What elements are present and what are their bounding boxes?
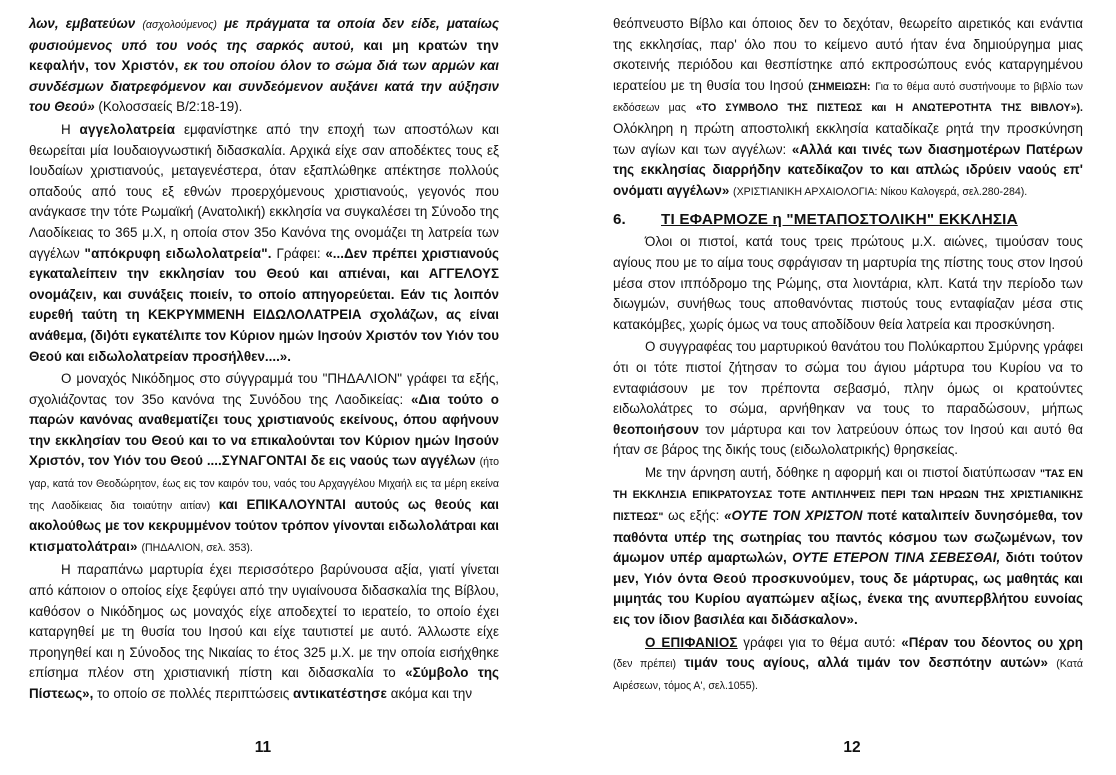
paragraph: Ο μοναχός Νικόδημος στο σύγγραμμά του "ΠΗΔΑΛΙΟΝ" γράφει τα εξής, σχολιάζοντας τον 35ο κανόνα της Συνόδου της Λαοδικείας: «Δια τούτο ο παρών κανόνας αναθεματίζει τους χριστιανούς εκείνους, όπου αφήνουν την εκκλησίαν του Θεού και το να επικαλούνται τον Κύριον ημών Ιησούν Χριστόν, τον Υιόν του Θεού ....ΣΥΝΑΓΟΝΤΑΙ δε εις ναούς των αγγέλων (ήτο γαρ, κατά τον Θεοδώρητον, έως εις τον καιρόν του, ναός του Αρχαγγέλου Μιχαήλ εις τα μέρη εκείνα της Λαοδίκειας δια τοιαύτην αιτίαν) και ΕΠΙΚΑΛΟΥΝΤΑΙ αυτούς ως θεούς και ακολούθως με τον κεκρυμμένον τούτον τρόπον γίνονται ειδωλολάτραι και κτισματολάτραι» (ΠΗΔΑΛΙΟΝ, σελ. 353). bbox=[29, 371, 499, 554]
paragraph: Ο συγγραφέας του μαρτυρικού θανάτου του Πολύκαρπου Σμύρνης γράφει ότι οι τότε πιστοί ζήτησαν το σώμα του άγιου μάρτυρα του Κυρίου να το ενταφιάσουν με τον πρέποντα σεβασμό, πλην όμως οι κρατούντες ειδωλολάτρες το σώμα, αρνήθηκαν να τους το παραδώσουν, μήπως θεοποιήσουν τον μάρτυρα και τον λατρεύουν όπως τον Ιησού και αυτό θα ήταν σε βάρος της δικής τους (ειδωλολατρικής) θρησκείας. bbox=[613, 339, 1083, 458]
paragraph: Ο ΕΠΙΦΑΝΙΟΣ γράφει για το θέμα αυτό: «Πέραν του δέοντος ου χρη (δεν πρέπει) τιμάν τους αγίους, αλλά τιμάν τον δεσπότην αυτών» (Κατά Αιρέσεων, τόμος Α', σελ.1055). bbox=[613, 634, 1083, 692]
right-page bbox=[613, 14, 1083, 696]
paragraph: Με την άρνηση αυτή, δόθηκε η αφορμή και οι πιστοί διατύπωσαν "ΤΑΣ ΕΝ ΤΗ ΕΚΚΛΗΣΙΑ ΕΠΙΚΡΑΤΟΥΣΑΣ ΤΟΤΕ ΑΝΤΙΛΗΨΕΙΣ ΠΕΡΙ ΤΩΝ ΗΡΩΩΝ ΤΗΣ ΧΡΙΣΤΙΑΝΙΚΗΣ ΠΙΣΤΕΩΣ" ως εξής: «ΟΥΤΕ ΤΟΝ ΧΡΙΣΤΟΝ ποτέ καταλιπείν δυνησόμεθα, τον παθόντα υπέρ της σωτηρίας του παντός κόσμου των σωζωμένων, τον άμωμον υπέρ αμαρτωλών, ΟΥΤΕ ΕΤΕΡΟΝ ΤΙΝΑ ΣΕΒΕΣΘΑΙ, διότι τούτον μεν, Υιόν όντα Θεού προσκυνούμεν, τους δε μάρτυρας, ως μαθητάς και μιμητάς του Κυρίου αγαπώμεν αξίως, ένεκα της ανυπερβλήτου ευνοίας εις τον ίδιον βασιλέα και διδάσκαλον». bbox=[613, 464, 1083, 628]
paragraph: Η αγγελολατρεία εμφανίστηκε από την εποχή των αποστόλων και θεωρείται μία Ιουδαιογνωστική διδασκαλία. Αρχικά είχε σαν αποδέκτες τους εξ Ιουδαίων χριστιανούς, μεταγενέστερα, όταν εξαπλώθηκε απέκτησε πολλούς οπαδούς από τους εξ εθνών προερχόμενους χριστιανούς, γεγονός που ανάγκασε την τότε Ρωμαϊκή (Ανατολική) εκκλησία να συγκαλέσει τη Σύνοδο της Λαοδίκειας το 365 μ.Χ, η οποία στον 35ο Κανόνα της ονομάζει τη λατρεία των αγγέλων "απόκρυφη ειδωλολατρεία". Γράφει: «...Δεν πρέπει χριστιανούς εγκαταλείπειν την εκκλησίαν του Θεού και απιέναι, και ΑΓΓΕΛΟΥΣ ονομάζειν, και συνάξεις ποιείν, το οποίο απηγορεύεται. Εάν τις λοιπόν ευρεθή ταύτη τη ΚΕΚΡΥΜΜΕΝΗ ΕΙΔΩΛΟΛΑΤΡΕΙΑ σχολάζων, ας είναι ανάθεμα, (δι)ότι εγκατέλιπε τον Κύριον ημών Ιησούν Χριστόν τον Υιόν του Θεού και ειδωλολατρείαν προσήλθεν....». bbox=[29, 121, 499, 364]
section-heading bbox=[613, 210, 1083, 230]
paragraph: θεόπνευστο Βίβλο και όποιος δεν το δεχόταν, θεωρείτο αιρετικός και ενάντια της εκκλησίας, παρ' όλο που το κείμενο αυτό ήταν ένα δημιούργημα μιας σκοτεινής περιόδου και θεσπίστηκε από εκπροσώπους ενός καταργημένου ιερατείου με τη θυσία του Ιησού (ΣΗΜΕΙΩΣΗ: Για το θέμα αυτό συστήνουμε το βιβλίο των εκδόσεων μας «ΤΟ ΣΥΜΒΟΛΟ ΤΗΣ ΠΙΣΤΕΩΣ και Η ΑΝΩΤΕΡΟΤΗΤΑ ΤΗΣ ΒΙΒΛΟΥ»). Ολόκληρη η πρώτη αποστολική εκκλησία καταδίκαζε ρητά την προσκύνηση των αγίων και των αγγέλων: «Αλλά και τινές των διασημοτέρων Πατέρων της εκκλησίας διαρρήδην κατεδίκαζον το και απλώς ιδρύειν ναούς επ' ονόματι αγγέλων» (ΧΡΙΣΤΙΑΝΙΚΗ ΑΡΧΑΙΟΛΟΓΙΑ: Νίκου Καλογερά, σελ.280-284). bbox=[613, 16, 1083, 198]
page-number: 11 bbox=[254, 739, 272, 756]
page-number: 12 bbox=[843, 739, 861, 756]
section-number: 6. bbox=[613, 211, 626, 229]
section-title: ΤΙ ΕΦΑΡΜΟΖΕ η "ΜΕΤΑΠΟΣΤΟΛΙΚΗ" ΕΚΚΛΗΣΙΑ bbox=[661, 211, 1018, 229]
paragraph: Η παραπάνω μαρτυρία έχει περισσότερο βαρύνουσα αξία, γιατί γίνεται από κάποιον ο οποίος είχε ξεφύγει από την υγιαίνουσα διδασκαλία της Βίβλου, καθόσον ο Νικόδημος ως μοναχός είχε αποδεχτεί το ιερατείο, το οποίο έχει καταργηθεί με τη θυσία του Ιησού και είχε ταυτιστεί με αυτό. Άλλωστε είχε προηγηθεί και η Σύνοδος της Νικαίας το έτος 325 μ.Χ. με την οποία εισήχθηκε επίσημα πλέον στη χριστιανική πίστη και διδασκαλία το «Σύμβολο της Πίστεως», το οποίο σε πολλές περιπτώσεις αντικατέστησε ακόμα και την bbox=[29, 562, 499, 701]
paragraph: Όλοι οι πιστοί, κατά τους τρεις πρώτους μ.Χ. αιώνες, τιμούσαν τους αγίους που με το αίμα τους σφράγισαν τη μαρτυρία της πίστης τους στον Ιησού μέσα στον ιππόδρομο της Ρώμης, στα λιοντάρια, κλπ. Κατά την περίοδο των διωγμών, συνήθως τους αποθανόντας πιστούς τους ενταφίαζαν μέσα στις κατακόμβες, χωρίς όμως να τους αποδίδουν θεία λατρεία και προσκύνηση. bbox=[613, 234, 1083, 332]
paragraph: λων, εμβατεύων (ασχολούμενος) με πράγματα τα οποία δεν είδε, ματαίως φυσιούμενος υπό του νοός της σαρκός αυτού, και μη κρατών την κεφαλήν, τον Χριστόν, εκ του οποίου όλον το σώμα διά των αρμών και συνδέσμων διατρεφόμενον και συνδεόμενον αυξάνει κατά την αύξησιν του Θεού» (Κολοσσαείς Β/2:18-19). bbox=[29, 16, 499, 115]
left-page bbox=[29, 14, 499, 705]
